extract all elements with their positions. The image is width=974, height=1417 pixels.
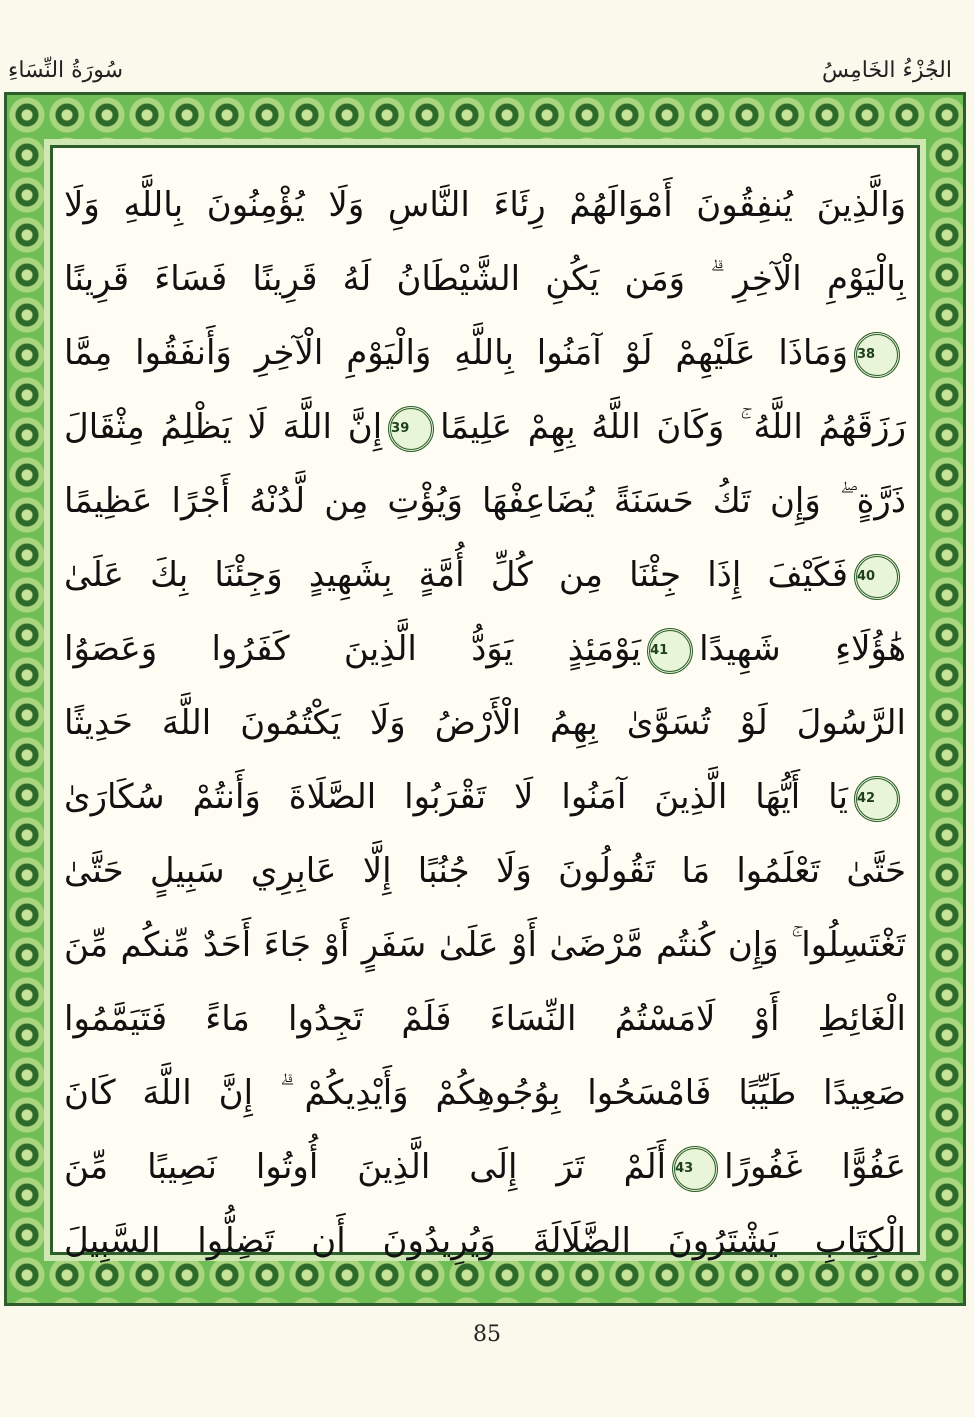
text-line — [64, 242, 906, 316]
text-line — [64, 316, 906, 390]
line-text: الرَّسُولَ لَوْ تُسَوَّىٰ بِهِمُ الْأَرْضُ وَلَا يَكْتُمُونَ اللَّهَ حَدِيثًا — [64, 703, 906, 743]
text-line — [64, 834, 906, 908]
line-text: هَٰؤُلَاءِ شَهِيدًا — [699, 629, 906, 669]
line-text: بِالْيَوْمِ الْآخِرِ ۗ وَمَن يَكُنِ الشَّيْطَانُ لَهُ قَرِينًا فَسَاءَ قَرِينًا — [64, 259, 906, 299]
ayah-number-marker: 42 — [854, 776, 900, 822]
line-text: يَوْمَئِذٍ يَوَدُّ الَّذِينَ كَفَرُوا وَعَصَوُا — [64, 629, 642, 669]
text-line — [64, 982, 906, 1056]
line-text: حَتَّىٰ تَعْلَمُوا مَا تَقُولُونَ وَلَا جُنُبًا إِلَّا عَابِرِي سَبِيلٍ حَتَّىٰ — [64, 851, 906, 891]
quran-text-body — [64, 168, 906, 1261]
line-text: يَا أَيُّهَا الَّذِينَ آمَنُوا لَا تَقْرَبُوا الصَّلَاةَ وَأَنتُمْ سُكَارَىٰ — [64, 777, 848, 817]
ayah-number-marker: 38 — [854, 332, 900, 378]
text-line — [64, 760, 906, 834]
ayah-number-marker: 39 — [388, 406, 434, 452]
ayah-number-marker: 41 — [647, 628, 693, 674]
surah-title: سُورَةُ النِّسَاءِ — [8, 58, 124, 83]
line-text: تَغْتَسِلُوا ۚ وَإِن كُنتُم مَّرْضَىٰ أَوْ عَلَىٰ سَفَرٍ أَوْ جَاءَ أَحَدٌ مِّنكُم مِّنَ — [64, 925, 906, 965]
text-line — [64, 1204, 906, 1278]
text-line — [64, 1130, 906, 1204]
line-text: الْكِتَابِ يَشْتَرُونَ الضَّلَالَةَ وَيُرِيدُونَ أَن تَضِلُّوا السَّبِيلَ — [64, 1221, 906, 1261]
text-line — [64, 168, 906, 242]
line-text: الْغَائِطِ أَوْ لَامَسْتُمُ النِّسَاءَ فَلَمْ تَجِدُوا مَاءً فَتَيَمَّمُوا — [64, 999, 906, 1039]
line-text: أَلَمْ تَرَ إِلَى الَّذِينَ أُوتُوا نَصِيبًا مِّنَ — [64, 1147, 667, 1187]
text-line — [64, 686, 906, 760]
text-line — [64, 538, 906, 612]
juz-title: الجُزْءُ الخَامِسُ — [821, 58, 952, 83]
ayah-number-marker: 40 — [854, 554, 900, 600]
line-text: وَالَّذِينَ يُنفِقُونَ أَمْوَالَهُمْ رِئَاءَ النَّاسِ وَلَا يُؤْمِنُونَ بِاللَّهِ وَلَا — [64, 185, 906, 225]
line-text: صَعِيدًا طَيِّبًا فَامْسَحُوا بِوُجُوهِكُمْ وَأَيْدِيكُمْ ۗ إِنَّ اللَّهَ كَانَ — [64, 1073, 906, 1113]
text-line — [64, 390, 906, 464]
text-line — [64, 612, 906, 686]
ayah-number-marker: 43 — [672, 1146, 718, 1192]
line-text: فَكَيْفَ إِذَا جِئْنَا مِن كُلِّ أُمَّةٍ بِشَهِيدٍ وَجِئْنَا بِكَ عَلَىٰ — [64, 555, 848, 595]
line-text: رَزَقَهُمُ اللَّهُ ۚ وَكَانَ اللَّهُ بِهِمْ عَلِيمًا — [440, 407, 906, 447]
line-text: عَفُوًّا غَفُورًا — [724, 1147, 906, 1187]
line-text: ذَرَّةٍ ۖ وَإِن تَكُ حَسَنَةً يُضَاعِفْهَا وَيُؤْتِ مِن لَّدُنْهُ أَجْرًا عَظِيمًا — [64, 481, 906, 521]
text-line — [64, 464, 906, 538]
text-line — [64, 1056, 906, 1130]
page-number: 85 — [473, 1322, 501, 1347]
text-line — [64, 908, 906, 982]
line-text: إِنَّ اللَّهَ لَا يَظْلِمُ مِثْقَالَ — [64, 407, 383, 447]
line-text: وَمَاذَا عَلَيْهِمْ لَوْ آمَنُوا بِاللَّهِ وَالْيَوْمِ الْآخِرِ وَأَنفَقُوا مِمَّا — [64, 333, 848, 373]
